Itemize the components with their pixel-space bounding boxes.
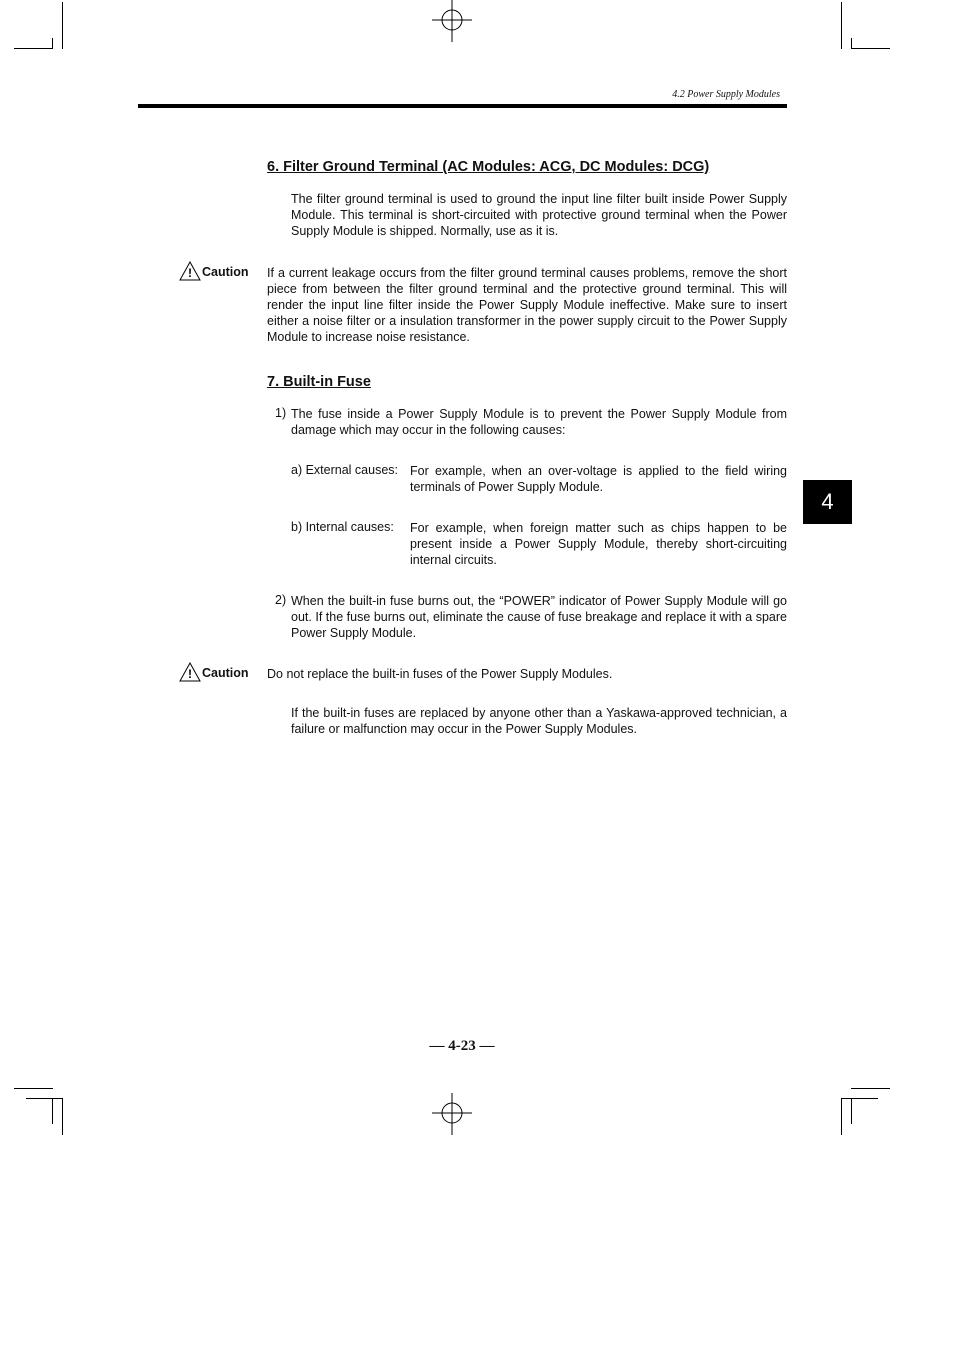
svg-text:!: ! [188, 266, 192, 280]
caution-detail-2: If the built-in fuses are replaced by anyone other than a Yaskawa-approved technician, a failure or malfunction may occur in the Power Supply Modules. [291, 706, 787, 736]
caution-text-1: If a current leakage occurs from the filter ground terminal causes problems, remove the short piece from between the filter ground terminal and the protective ground terminal. This will render the input line filter inside the Power Supply Module ineffective. Make sure to insert either a noise filter or a insulation transformer in the power supply circuit to the Power Supply Module to increase noise resistance. [267, 266, 787, 344]
running-header: 4.2 Power Supply Modules [672, 89, 780, 100]
sub-item-a-text: For example, when an over-voltage is applied to the field wiring terminals of Power Supply Module. [410, 464, 787, 494]
section-6-body: The filter ground terminal is used to ground the input line filter built inside Power Supply Module. This terminal is short-circuited with protective ground terminal when the Power Supply Module is shipped. Normally, use as it is. [291, 192, 787, 238]
svg-text:!: ! [188, 667, 192, 681]
section-6-heading: 6. Filter Ground Terminal (AC Modules: ACG, DC Modules: DCG) [267, 159, 710, 175]
warning-icon [179, 261, 201, 281]
sub-item-b-text: For example, when foreign matter such as chips happen to be present inside a Power Supply Module, thereby short-circuiting internal circuits. [410, 521, 787, 567]
item-2-text: When the built-in fuse burns out, the “POWER” indicator of Power Supply Module will go out. If the fuse burns out, eliminate the cause of fuse breakage and replace it with a spare Power Supply Module. [291, 594, 787, 640]
warning-icon [179, 662, 201, 682]
item-2-number: 2) [275, 593, 287, 607]
header-rule [138, 104, 787, 108]
page-number: — 4-23 — [429, 1038, 495, 1054]
chapter-tab: 4 [803, 480, 852, 524]
item-1-number: 1) [275, 406, 287, 420]
sub-item-b-label: b) Internal causes: [291, 520, 394, 534]
section-7-heading: 7. Built-in Fuse [267, 374, 371, 390]
item-1-text: The fuse inside a Power Supply Module is to prevent the Power Supply Module from damage which may occur in the following causes: [291, 407, 787, 437]
sub-item-a-label: a) External causes: [291, 463, 398, 477]
registration-mark-bottom [432, 1093, 472, 1135]
caution-text-2: Do not replace the built-in fuses of the Power Supply Modules. [267, 667, 613, 681]
registration-mark-top [432, 0, 472, 42]
